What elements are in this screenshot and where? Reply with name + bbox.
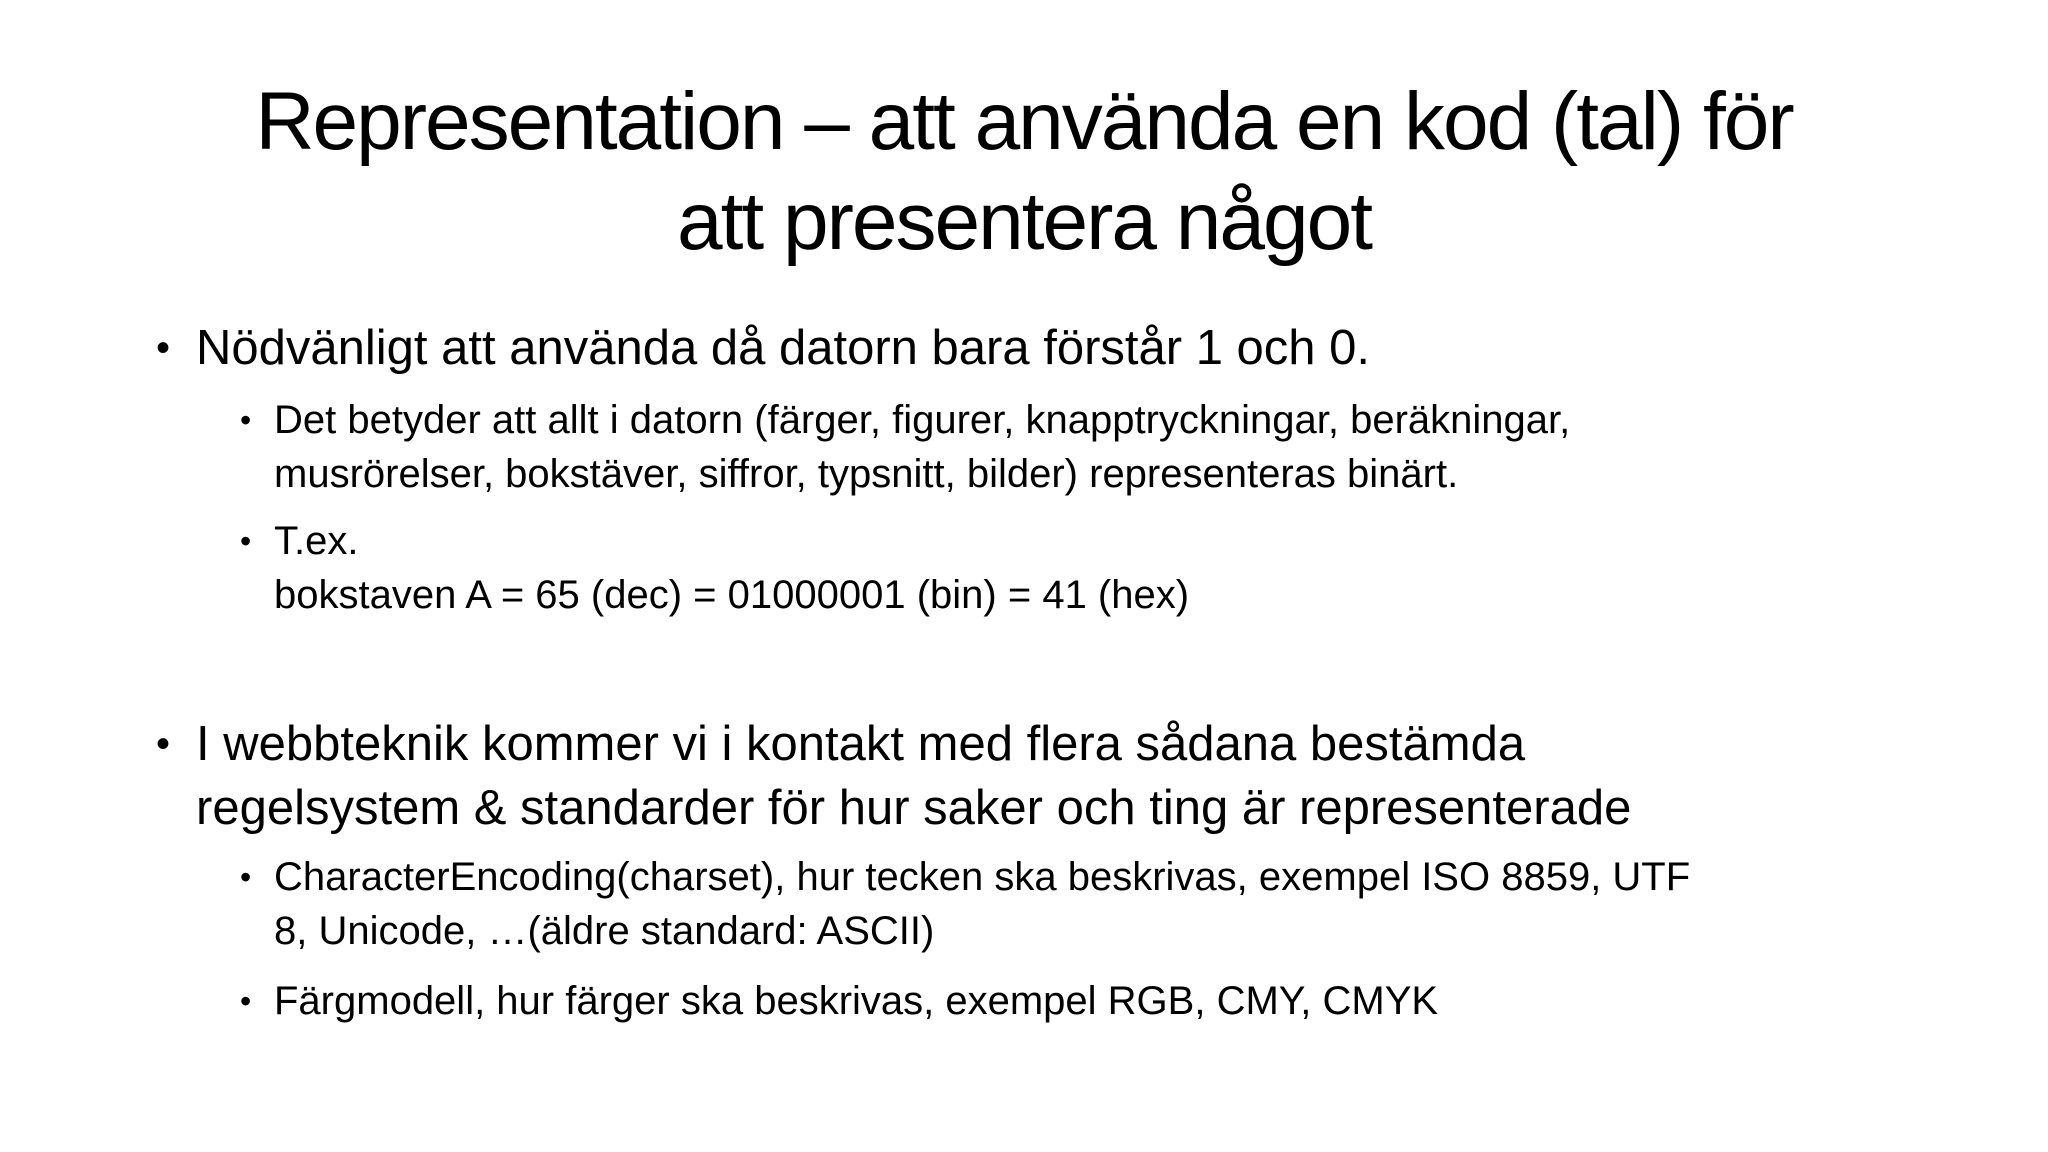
bullet-1-sub-2-marker: • bbox=[240, 523, 252, 559]
bullet-2-line-2: regelsystem & standarder för hur saker och ting är representerade bbox=[196, 781, 1632, 835]
bullet-1-text: Nödvänligt att använda då datorn bara förstår 1 och 0. bbox=[196, 321, 1371, 375]
bullet-2-sub-1-line-2: 8, Unicode, …(äldre standard: ASCII) bbox=[274, 909, 935, 953]
bullet-1-sub-1-marker: • bbox=[240, 402, 252, 438]
bullet-1-sub-1 bbox=[240, 393, 1934, 501]
bullet-2-sub-2-marker: • bbox=[240, 983, 252, 1019]
bullet-1 bbox=[156, 316, 1916, 380]
slide-title bbox=[140, 72, 1908, 272]
bullet-2-sub-1-marker: • bbox=[240, 859, 252, 895]
bullet-2-sub-2 bbox=[240, 974, 1934, 1028]
bullet-1-sub-1-line-1: Det betyder att allt i datorn (färger, figurer, knapptryckningar, beräkningar, bbox=[274, 398, 1571, 442]
bullet-1-sub-2 bbox=[240, 514, 1934, 622]
slide-title-line-1: Representation – att använda en kod (tal) för bbox=[255, 76, 1793, 167]
bullet-1-sub-2-line-2: bokstaven A = 65 (dec) = 01000001 (bin) = 41 (hex) bbox=[274, 573, 1190, 617]
bullet-1-sub-1-line-2: musrörelser, bokstäver, siffror, typsnitt, bilder) representeras binärt. bbox=[274, 452, 1459, 496]
bullet-2-sub-2-line-1: Färgmodell, hur färger ska beskrivas, exempel RGB, CMY, CMYK bbox=[274, 979, 1439, 1023]
slide-title-line-2: att presentera något bbox=[677, 176, 1371, 267]
bullet-2 bbox=[156, 712, 1916, 840]
bullet-2-sub-1-line-1: CharacterEncoding(charset), hur tecken ska beskrivas, exempel ISO 8859, UTF bbox=[274, 855, 1691, 899]
bullet-2-line-1: I webbteknik kommer vi i kontakt med flera sådana bestämda bbox=[196, 717, 1526, 771]
bullet-2-marker: • bbox=[156, 722, 171, 766]
bullet-2-sub-1 bbox=[240, 850, 1934, 958]
bullet-1-sub-2-line-1: T.ex. bbox=[274, 519, 359, 563]
bullet-1-marker: • bbox=[156, 326, 171, 370]
